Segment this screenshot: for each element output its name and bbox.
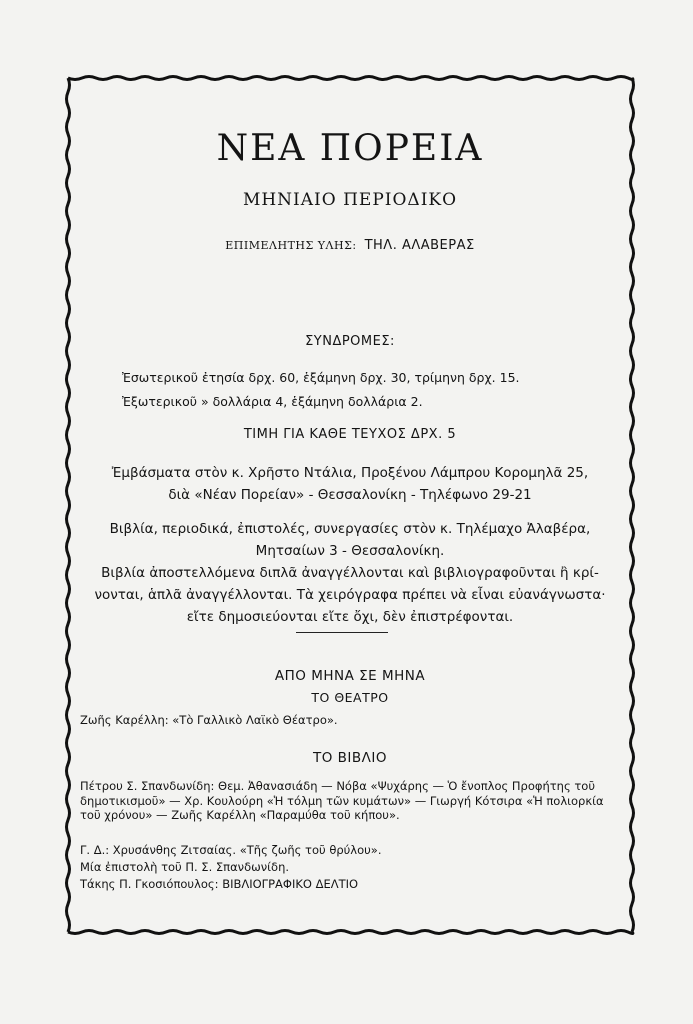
border-top-edge [68,77,633,80]
editor-name: ΤΗΛ. ΑΛΑΒΕΡΑΣ [364,238,475,253]
theatre-item: Ζωῆς Καρέλλη: «Τὸ Γαλλικὸ Λαϊκὸ Θέατρο». [80,713,338,727]
remittance-line-1: Ἐμβάσματα στὸν κ. Χρῆστο Ντάλια, Προξένου Λάμπρου Κορομηλᾶ 25, [111,465,589,481]
border-right-edge [631,78,634,932]
correspondence-line-3: Βιβλία ἀποστελλόμενα διπλᾶ ἀναγγέλλονται καὶ βιβλιογραφοῦνται ἢ κρί- [101,565,599,581]
magazine-title: ΝΕΑ ΠΟΡΕΙΑ [216,128,484,169]
border-bottom-edge [68,931,633,934]
book-heading: ΤΟ ΒΙΒΛΙΟ [312,750,387,766]
subscription-abroad: Ἐξωτερικοῦ » δολλάρια 4, ἑξάμηνη δολλάρια 2. [122,394,423,409]
magazine-subtitle: ΜΗΝΙΑΙΟ ΠΕΡΙΟΔΙΚΟ [242,190,458,210]
book-item-letter: Μία ἐπιστολὴ τοῦ Π. Σ. Σπανδωνίδη. [80,860,290,874]
book-item-bibliography: Τάκης Π. Γκοσιόπουλος: ΒΙΒΛΙΟΓΡΑΦΙΚΟ ΔΕΛΤΙΟ [80,877,359,891]
correspondence-line-4: νονται, ἁπλᾶ ἀναγγέλλονται. Τὰ χειρόγραφα πρέπει νὰ εἶναι εὐανάγνωστα· [94,587,606,603]
price-per-issue: ΤΙΜΗ ΓΙΑ ΚΑΘΕ ΤΕΥΧΟΣ ΔΡΧ. 5 [243,427,457,442]
section-divider [296,632,388,633]
subscriptions-heading: ΣΥΝΔΡΟΜΕΣ: [305,334,395,349]
contents-section-title: ΑΠΟ ΜΗΝΑ ΣΕ ΜΗΝΑ [274,668,426,684]
correspondence-line-1: Βιβλία, περιοδικά, ἐπιστολές, συνεργασίες στὸν κ. Τηλέμαχο Ἀλαβέρα, [109,521,591,537]
correspondence-line-2: Μητσαίων 3 - Θεσσαλονίκη. [255,543,445,559]
theatre-heading: ΤΟ ΘΕΑΤΡΟ [311,690,389,705]
editor-line [70,238,630,253]
editor-label: ΕΠΙΜΕΛΗΤΗΣ ΥΛΗΣ: [225,239,357,252]
subscription-domestic: Ἐσωτερικοῦ ἐτησία δρχ. 60, ἑξάμηνη δρχ. 30, τρίμηνη δρχ. 15. [122,370,520,385]
remittance-line-2: διὰ «Νέαν Πορείαν» - Θεσσαλονίκη - Τηλέφωνο 29-21 [168,487,532,503]
correspondence-line-5: εἴτε δημοσιεύονται εἴτε ὄχι, δὲν ἐπιστρέφονται. [186,609,514,625]
book-item-zitsaia: Γ. Δ.: Χρυσάνθης Ζιτσαίας. «Τῆς ζωῆς τοῦ θρύλου». [80,843,382,857]
book-item-reviews: Πέτρου Σ. Σπανδωνίδη: Θεμ. Ἀθανασιάδη — Νόβα «Ψυχάρης — Ὁ ἔνοπλος Προφήτης τοῦ δημοτικισμοῦ» — Χρ. Κουλούρη «Ἡ τόλμη τῶν κυμάτων» — Γιωργή Κότσιρα «Ἡ πολιορκία τοῦ χρόνου» — Ζωῆς Καρέλλη «Παραμύθα τοῦ κήπου». [80,779,604,822]
